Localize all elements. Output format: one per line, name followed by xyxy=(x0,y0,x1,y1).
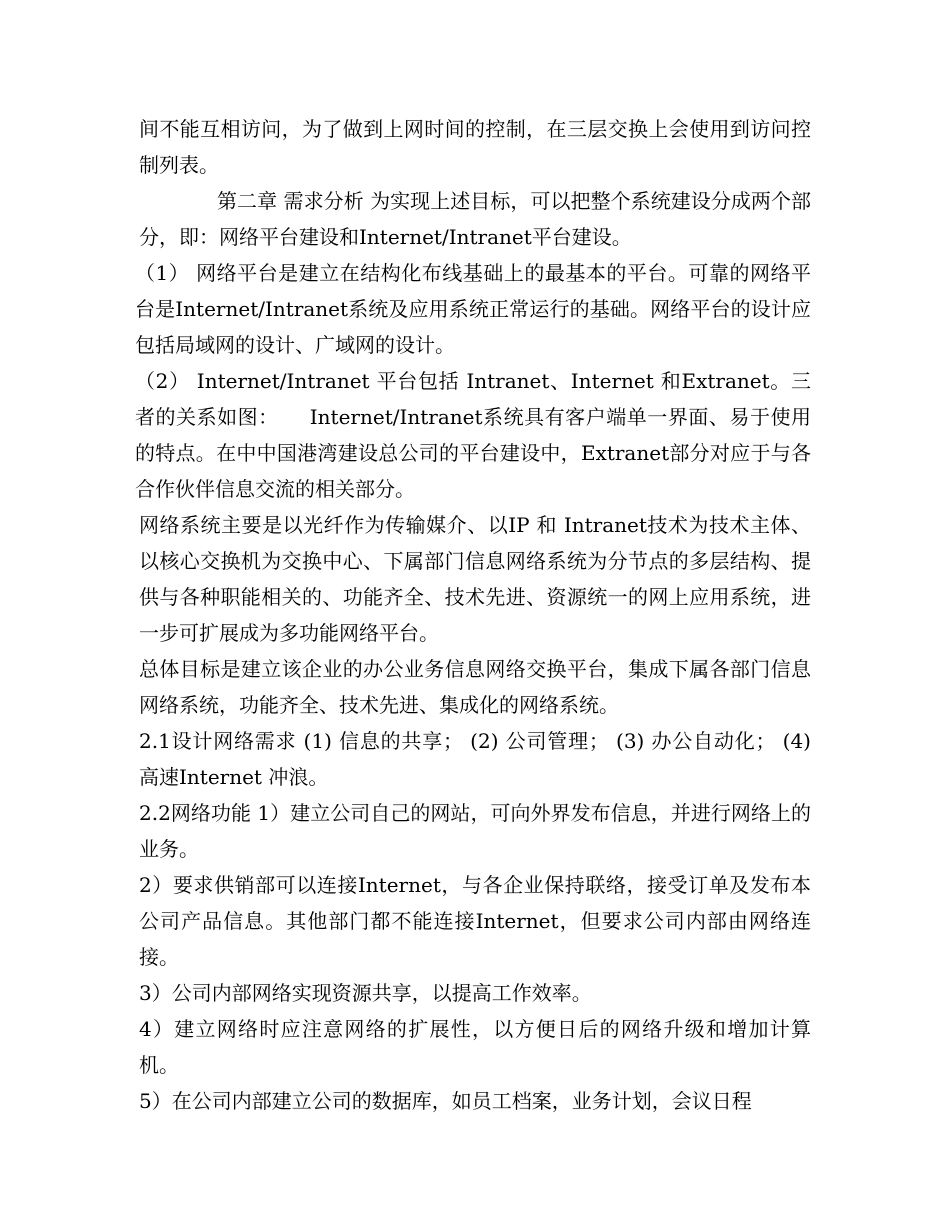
paragraph-network-platform: （1） 网络平台是建立在结构化布线基础上的最基本的平台。可靠的网络平台是Internet/Intranet系统及应用系统正常运行的基础。网络平台的设计应包括局域网的设计、广域网的设计。 xyxy=(135,261,811,357)
paragraph-chapter-two-requirements: 第二章 需求分析 为实现上述目标，可以把整个系统建设分成两个部分，即：网络平台建设和Internet/Intranet平台建设。 xyxy=(139,189,811,249)
paragraph-network-functions-3: 3）公司内部网络实现资源共享，以提高工作效率。 xyxy=(139,981,592,1005)
document-body xyxy=(135,111,811,1119)
paragraph-design-requirements: 2.1设计网络需求 (1) 信息的共享； (2) 公司管理； (3) 办公自动化； (4) 高速Internet 冲浪。 xyxy=(139,729,811,789)
paragraph-internet-intranet-platform: （2） Internet/Intranet 平台包括 Intranet、Internet 和Extranet。三者的关系如图： Internet/Intranet系统具有客户端单一界面、易于使用的特点。在中中国港湾建设总公司的平台建设中，Extranet部分对应于与各合作伙伴信息交流的相关部分。 xyxy=(135,369,811,501)
paragraph-acl-continuation: 间不能互相访问，为了做到上网时间的控制，在三层交换上会使用到访问控制列表。 xyxy=(139,117,811,177)
paragraph-network-functions-1: 2.2网络功能 1）建立公司自己的网站，可向外界发布信息，并进行网络上的业务。 xyxy=(139,801,811,861)
paragraph-network-functions-2: 2）要求供销部可以连接Internet，与各企业保持联络，接受订单及发布本公司产品信息。其他部门都不能连接Internet，但要求公司内部由网络连接。 xyxy=(139,873,811,969)
paragraph-network-system-overview: 网络系统主要是以光纤作为传输媒介、以IP 和 Intranet技术为技术主体、以核心交换机为交换中心、下属部门信息网络系统为分节点的多层结构、提供与各种职能相关的、功能齐全、技术先进、资源统一的网上应用系统，进一步可扩展成为多功能网络平台。 xyxy=(139,513,811,645)
paragraph-network-functions-5: 5）在公司内部建立公司的数据库，如员工档案，业务计划，会议日程 xyxy=(139,1089,752,1113)
paragraph-network-functions-4: 4）建立网络时应注意网络的扩展性，以方便日后的网络升级和增加计算机。 xyxy=(139,1017,811,1077)
paragraph-overall-goal: 总体目标是建立该企业的办公业务信息网络交换平台，集成下属各部门信息网络系统，功能齐全、技术先进、集成化的网络系统。 xyxy=(139,657,811,717)
